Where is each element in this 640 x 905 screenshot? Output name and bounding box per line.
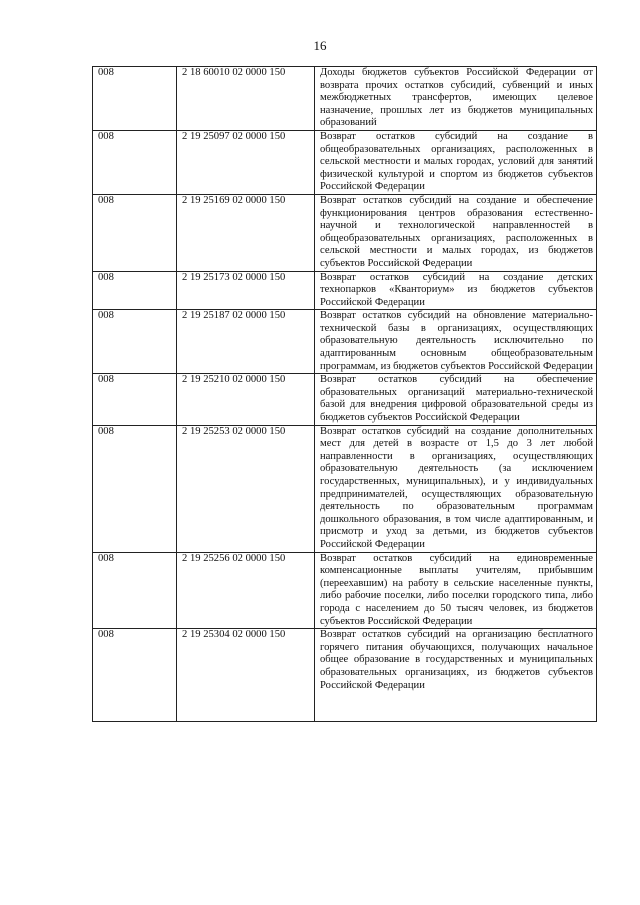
table-row xyxy=(93,629,597,722)
revenue-code-cell: 2 19 25253 02 0000 150 xyxy=(177,425,315,552)
revenue-code-cell: 2 19 25187 02 0000 150 xyxy=(177,310,315,374)
revenue-name-cell: Возврат остатков субсидий на единовременные компенсационные выплаты учителям, прибывшим (переехавшим) на работу в сельские населенные пункты, либо рабочие поселки, либо поселки городского типа, либо города с населением до 50 тысяч человек, из бюджетов субъектов Российской Федерации xyxy=(315,552,597,629)
admin-code-cell: 008 xyxy=(93,130,177,194)
admin-code-cell: 008 xyxy=(93,194,177,271)
revenue-name-cell: Возврат остатков субсидий на создание в общеобразовательных организациях, расположенных в сельской местности и малых городах, условий для занятий физической культурой и спортом из бюджетов субъектов Российской Федерации xyxy=(315,130,597,194)
table-row xyxy=(93,271,597,310)
revenue-code-cell: 2 19 25210 02 0000 150 xyxy=(177,374,315,425)
revenue-name-cell: Доходы бюджетов субъектов Российской Федерации от возврата прочих остатков субсидий, субвенций и иных межбюджетных трансфертов, имеющих целевое назначение, прошлых лет из бюджетов муниципальных образований xyxy=(315,67,597,131)
revenue-name-cell: Возврат остатков субсидий на создание и обеспечение функционирования центров образования естественно-научной и технологической направленностей в общеобразовательных организациях, расположенных в сельской местности и малых городах, из бюджетов субъектов Российской Федерации xyxy=(315,194,597,271)
admin-code-cell: 008 xyxy=(93,629,177,722)
revenue-name-cell: Возврат остатков субсидий на создание детских технопарков «Кванториум» из бюджетов субъектов Российской Федерации xyxy=(315,271,597,310)
revenue-name-cell: Возврат остатков субсидий на обеспечение образовательных организаций материально-технической базой для внедрения цифровой образовательной среды из бюджетов субъектов Российской Федерации xyxy=(315,374,597,425)
table-row xyxy=(93,67,597,131)
table-row xyxy=(93,552,597,629)
budget-classification-table xyxy=(92,66,597,722)
table-row xyxy=(93,194,597,271)
revenue-name-cell: Возврат остатков субсидий на обновление материально-технической базы в организациях, осуществляющих образовательную деятельность исключительно по адаптированным основным общеобразовательным программам, из бюджетов субъектов Российской Федерации xyxy=(315,310,597,374)
revenue-name-cell: Возврат остатков субсидий на создание дополнительных мест для детей в возрасте от 1,5 до 3 лет любой направленности в организациях, осуществляющих образовательную деятельность (за исключением государственных, муниципальных), и у индивидуальных предпринимателей, осуществляющих образовательную деятельность по образовательным программам дошкольного образования, в том числе адаптированным, и присмотр и уход за детьми, из бюджетов субъектов Российской Федерации xyxy=(315,425,597,552)
revenue-code-cell: 2 19 25169 02 0000 150 xyxy=(177,194,315,271)
admin-code-cell: 008 xyxy=(93,374,177,425)
table-row xyxy=(93,425,597,552)
revenue-code-cell: 2 19 25097 02 0000 150 xyxy=(177,130,315,194)
page-number: 16 xyxy=(313,38,327,53)
table-row xyxy=(93,374,597,425)
revenue-name-cell: Возврат остатков субсидий на организацию бесплатного горячего питания обучающихся, получающих начальное общее образование в государственных и муниципальных образовательных организациях, из бюджетов субъектов Российской Федерации xyxy=(315,629,597,722)
admin-code-cell: 008 xyxy=(93,310,177,374)
admin-code-cell: 008 xyxy=(93,67,177,131)
table-row xyxy=(93,310,597,374)
admin-code-cell: 008 xyxy=(93,271,177,310)
revenue-code-cell: 2 18 60010 02 0000 150 xyxy=(177,67,315,131)
table-row xyxy=(93,130,597,194)
admin-code-cell: 008 xyxy=(93,425,177,552)
revenue-code-cell: 2 19 25304 02 0000 150 xyxy=(177,629,315,722)
revenue-code-cell: 2 19 25173 02 0000 150 xyxy=(177,271,315,310)
revenue-code-cell: 2 19 25256 02 0000 150 xyxy=(177,552,315,629)
admin-code-cell: 008 xyxy=(93,552,177,629)
